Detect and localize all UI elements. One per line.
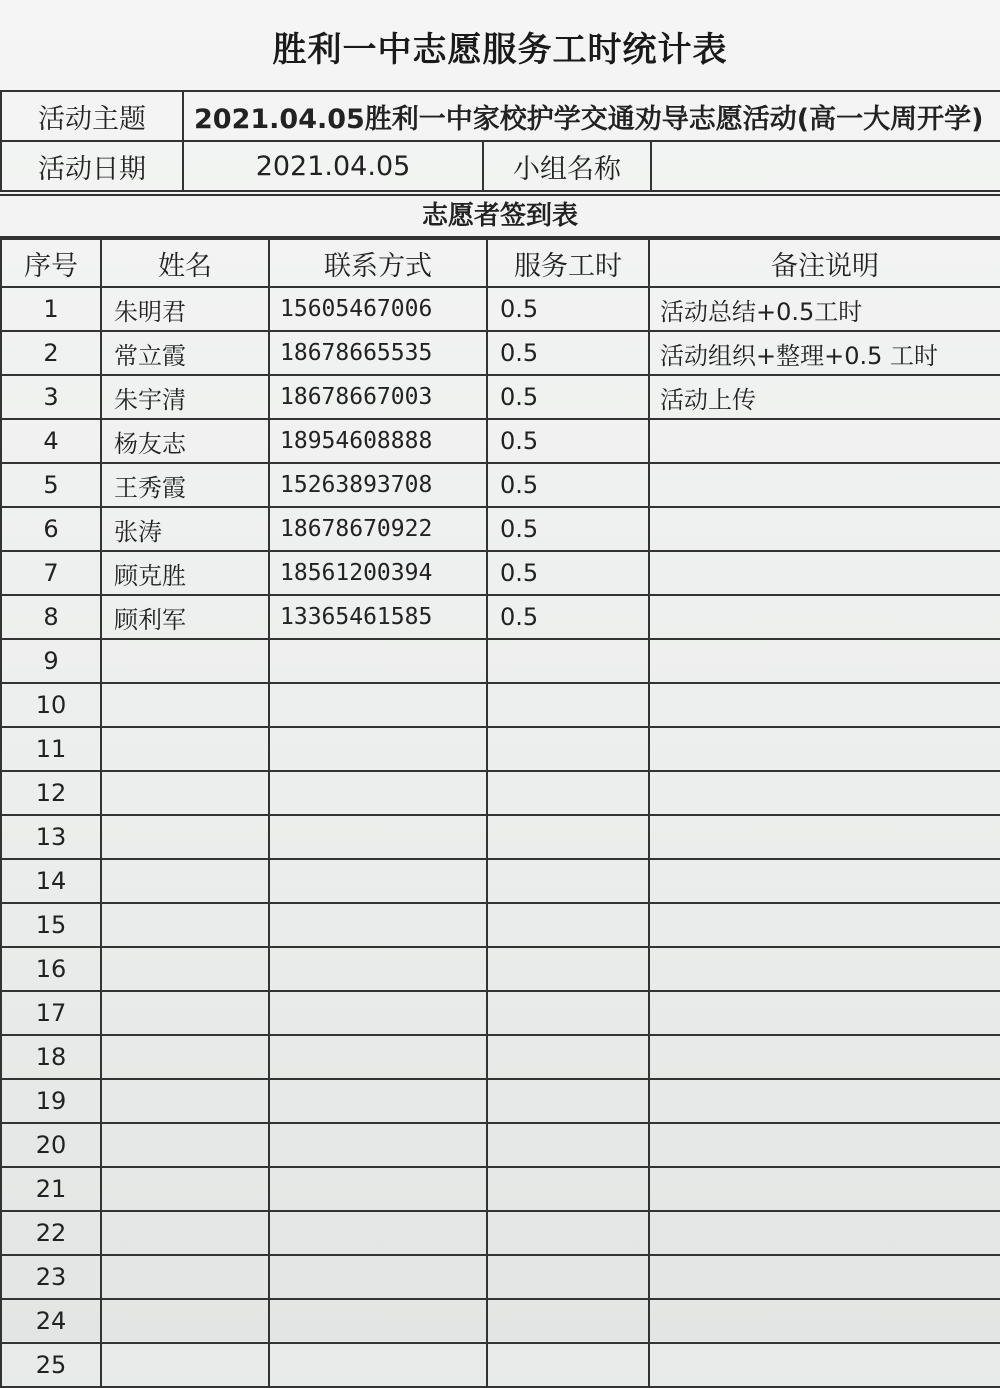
table-row bbox=[1, 683, 1000, 727]
contact-phone bbox=[269, 903, 487, 947]
col-header-hours: 服务工时 bbox=[487, 239, 649, 287]
contact-phone bbox=[269, 639, 487, 683]
table-row bbox=[1, 419, 1000, 463]
row-no: 22 bbox=[1, 1211, 101, 1255]
remark bbox=[649, 639, 1000, 683]
table-row bbox=[1, 595, 1000, 639]
remark bbox=[649, 1079, 1000, 1123]
row-no: 12 bbox=[1, 771, 101, 815]
row-no: 2 bbox=[1, 331, 101, 375]
row-no: 25 bbox=[1, 1343, 101, 1387]
page-title: 胜利一中志愿服务工时统计表 bbox=[272, 30, 728, 70]
row-no: 21 bbox=[1, 1167, 101, 1211]
row-no: 8 bbox=[1, 595, 101, 639]
volunteer-name bbox=[101, 1079, 269, 1123]
signin-title: 志愿者签到表 bbox=[0, 194, 1000, 238]
row-no: 9 bbox=[1, 639, 101, 683]
service-hours: 0.5 bbox=[487, 551, 649, 595]
date-row bbox=[1, 141, 1000, 191]
row-no: 3 bbox=[1, 375, 101, 419]
service-hours bbox=[487, 639, 649, 683]
service-hours bbox=[487, 1079, 649, 1123]
row-no: 14 bbox=[1, 859, 101, 903]
service-hours: 0.5 bbox=[487, 375, 649, 419]
row-no: 15 bbox=[1, 903, 101, 947]
remark bbox=[649, 1299, 1000, 1343]
contact-phone bbox=[269, 727, 487, 771]
volunteer-name bbox=[101, 727, 269, 771]
header-row bbox=[1, 239, 1000, 287]
volunteer-name: 顾克胜 bbox=[101, 551, 269, 595]
row-no: 17 bbox=[1, 991, 101, 1035]
volunteer-name: 朱明君 bbox=[101, 287, 269, 331]
service-hours bbox=[487, 1035, 649, 1079]
table-row bbox=[1, 1255, 1000, 1299]
remark bbox=[649, 903, 1000, 947]
table-row bbox=[1, 771, 1000, 815]
row-no: 6 bbox=[1, 507, 101, 551]
date-label: 活动日期 bbox=[1, 141, 183, 191]
contact-phone bbox=[269, 991, 487, 1035]
volunteer-name bbox=[101, 1167, 269, 1211]
volunteer-name bbox=[101, 859, 269, 903]
volunteer-name bbox=[101, 1299, 269, 1343]
table-row bbox=[1, 1299, 1000, 1343]
volunteer-name: 朱宇清 bbox=[101, 375, 269, 419]
theme-label: 活动主题 bbox=[1, 91, 183, 141]
row-no: 18 bbox=[1, 1035, 101, 1079]
row-no: 23 bbox=[1, 1255, 101, 1299]
table-row bbox=[1, 1123, 1000, 1167]
row-no: 10 bbox=[1, 683, 101, 727]
contact-phone: 18561200394 bbox=[269, 551, 487, 595]
volunteer-name: 顾利军 bbox=[101, 595, 269, 639]
contact-phone bbox=[269, 1123, 487, 1167]
volunteer-name bbox=[101, 1035, 269, 1079]
remark bbox=[649, 551, 1000, 595]
row-no: 16 bbox=[1, 947, 101, 991]
service-hours: 0.5 bbox=[487, 595, 649, 639]
volunteer-name bbox=[101, 1343, 269, 1387]
contact-phone: 18678670922 bbox=[269, 507, 487, 551]
contact-phone bbox=[269, 683, 487, 727]
row-no: 4 bbox=[1, 419, 101, 463]
volunteer-name: 常立霞 bbox=[101, 331, 269, 375]
service-hours bbox=[487, 1123, 649, 1167]
table-row bbox=[1, 947, 1000, 991]
contact-phone bbox=[269, 1079, 487, 1123]
volunteer-name bbox=[101, 947, 269, 991]
volunteer-name bbox=[101, 683, 269, 727]
col-header-name: 姓名 bbox=[101, 239, 269, 287]
service-hours bbox=[487, 1167, 649, 1211]
service-hours bbox=[487, 859, 649, 903]
volunteer-name bbox=[101, 1211, 269, 1255]
contact-phone bbox=[269, 1343, 487, 1387]
table-row bbox=[1, 331, 1000, 375]
row-no: 7 bbox=[1, 551, 101, 595]
contact-phone: 18678665535 bbox=[269, 331, 487, 375]
row-no: 5 bbox=[1, 463, 101, 507]
remark: 活动总结+0.5工时 bbox=[649, 287, 1000, 331]
service-hours: 0.5 bbox=[487, 331, 649, 375]
volunteer-signin-table bbox=[0, 238, 1000, 1388]
remark bbox=[649, 419, 1000, 463]
service-hours bbox=[487, 771, 649, 815]
remark bbox=[649, 815, 1000, 859]
col-header-note: 备注说明 bbox=[649, 239, 1000, 287]
col-header-contact: 联系方式 bbox=[269, 239, 487, 287]
table-row bbox=[1, 1035, 1000, 1079]
table-row bbox=[1, 463, 1000, 507]
service-hours: 0.5 bbox=[487, 419, 649, 463]
row-no: 19 bbox=[1, 1079, 101, 1123]
service-hours: 0.5 bbox=[487, 287, 649, 331]
remark bbox=[649, 1211, 1000, 1255]
service-hours bbox=[487, 815, 649, 859]
table-row bbox=[1, 1211, 1000, 1255]
table-row bbox=[1, 1343, 1000, 1387]
volunteer-name bbox=[101, 1255, 269, 1299]
contact-phone: 18954608888 bbox=[269, 419, 487, 463]
theme-value: 2021.04.05胜利一中家校护学交通劝导志愿活动(高一大周开学) bbox=[183, 91, 1000, 141]
row-no: 13 bbox=[1, 815, 101, 859]
table-row bbox=[1, 551, 1000, 595]
remark bbox=[649, 463, 1000, 507]
remark bbox=[649, 595, 1000, 639]
service-hours: 0.5 bbox=[487, 507, 649, 551]
volunteer-name bbox=[101, 639, 269, 683]
remark: 活动组织+整理+0.5 工时 bbox=[649, 331, 1000, 375]
contact-phone bbox=[269, 815, 487, 859]
service-hours bbox=[487, 903, 649, 947]
contact-phone bbox=[269, 947, 487, 991]
volunteer-name: 杨友志 bbox=[101, 419, 269, 463]
contact-phone: 18678667003 bbox=[269, 375, 487, 419]
volunteer-name bbox=[101, 771, 269, 815]
contact-phone bbox=[269, 1167, 487, 1211]
service-hours bbox=[487, 683, 649, 727]
volunteer-name bbox=[101, 815, 269, 859]
remark bbox=[649, 771, 1000, 815]
volunteer-name: 王秀霞 bbox=[101, 463, 269, 507]
remark bbox=[649, 1255, 1000, 1299]
theme-row bbox=[1, 91, 1000, 141]
contact-phone bbox=[269, 1299, 487, 1343]
date-value: 2021.04.05 bbox=[183, 141, 483, 191]
service-hours bbox=[487, 991, 649, 1035]
table-row bbox=[1, 859, 1000, 903]
remark bbox=[649, 1035, 1000, 1079]
service-hours bbox=[487, 947, 649, 991]
remark bbox=[649, 1123, 1000, 1167]
table-row bbox=[1, 903, 1000, 947]
table-row bbox=[1, 507, 1000, 551]
group-label: 小组名称 bbox=[483, 141, 651, 191]
contact-phone bbox=[269, 1211, 487, 1255]
group-value bbox=[651, 141, 1000, 191]
remark bbox=[649, 991, 1000, 1035]
table-row bbox=[1, 991, 1000, 1035]
table-row bbox=[1, 1079, 1000, 1123]
volunteer-name bbox=[101, 903, 269, 947]
table-row bbox=[1, 375, 1000, 419]
row-no: 20 bbox=[1, 1123, 101, 1167]
row-no: 1 bbox=[1, 287, 101, 331]
contact-phone: 15605467006 bbox=[269, 287, 487, 331]
col-header-no: 序号 bbox=[1, 239, 101, 287]
remark bbox=[649, 1167, 1000, 1211]
service-hours bbox=[487, 1211, 649, 1255]
contact-phone bbox=[269, 771, 487, 815]
table-row bbox=[1, 639, 1000, 683]
activity-info-table bbox=[0, 90, 1000, 192]
remark bbox=[649, 859, 1000, 903]
table-row bbox=[1, 815, 1000, 859]
service-hours bbox=[487, 727, 649, 771]
contact-phone: 15263893708 bbox=[269, 463, 487, 507]
table-row bbox=[1, 287, 1000, 331]
service-hours bbox=[487, 1255, 649, 1299]
row-no: 24 bbox=[1, 1299, 101, 1343]
remark bbox=[649, 507, 1000, 551]
remark bbox=[649, 727, 1000, 771]
service-hours bbox=[487, 1299, 649, 1343]
contact-phone: 13365461585 bbox=[269, 595, 487, 639]
remark bbox=[649, 947, 1000, 991]
volunteer-name bbox=[101, 991, 269, 1035]
contact-phone bbox=[269, 1035, 487, 1079]
table-row bbox=[1, 727, 1000, 771]
table-row bbox=[1, 1167, 1000, 1211]
contact-phone bbox=[269, 859, 487, 903]
service-hours bbox=[487, 1343, 649, 1387]
service-hours: 0.5 bbox=[487, 463, 649, 507]
row-no: 11 bbox=[1, 727, 101, 771]
volunteer-name: 张涛 bbox=[101, 507, 269, 551]
volunteer-name bbox=[101, 1123, 269, 1167]
remark bbox=[649, 1343, 1000, 1387]
remark bbox=[649, 683, 1000, 727]
remark: 活动上传 bbox=[649, 375, 1000, 419]
contact-phone bbox=[269, 1255, 487, 1299]
